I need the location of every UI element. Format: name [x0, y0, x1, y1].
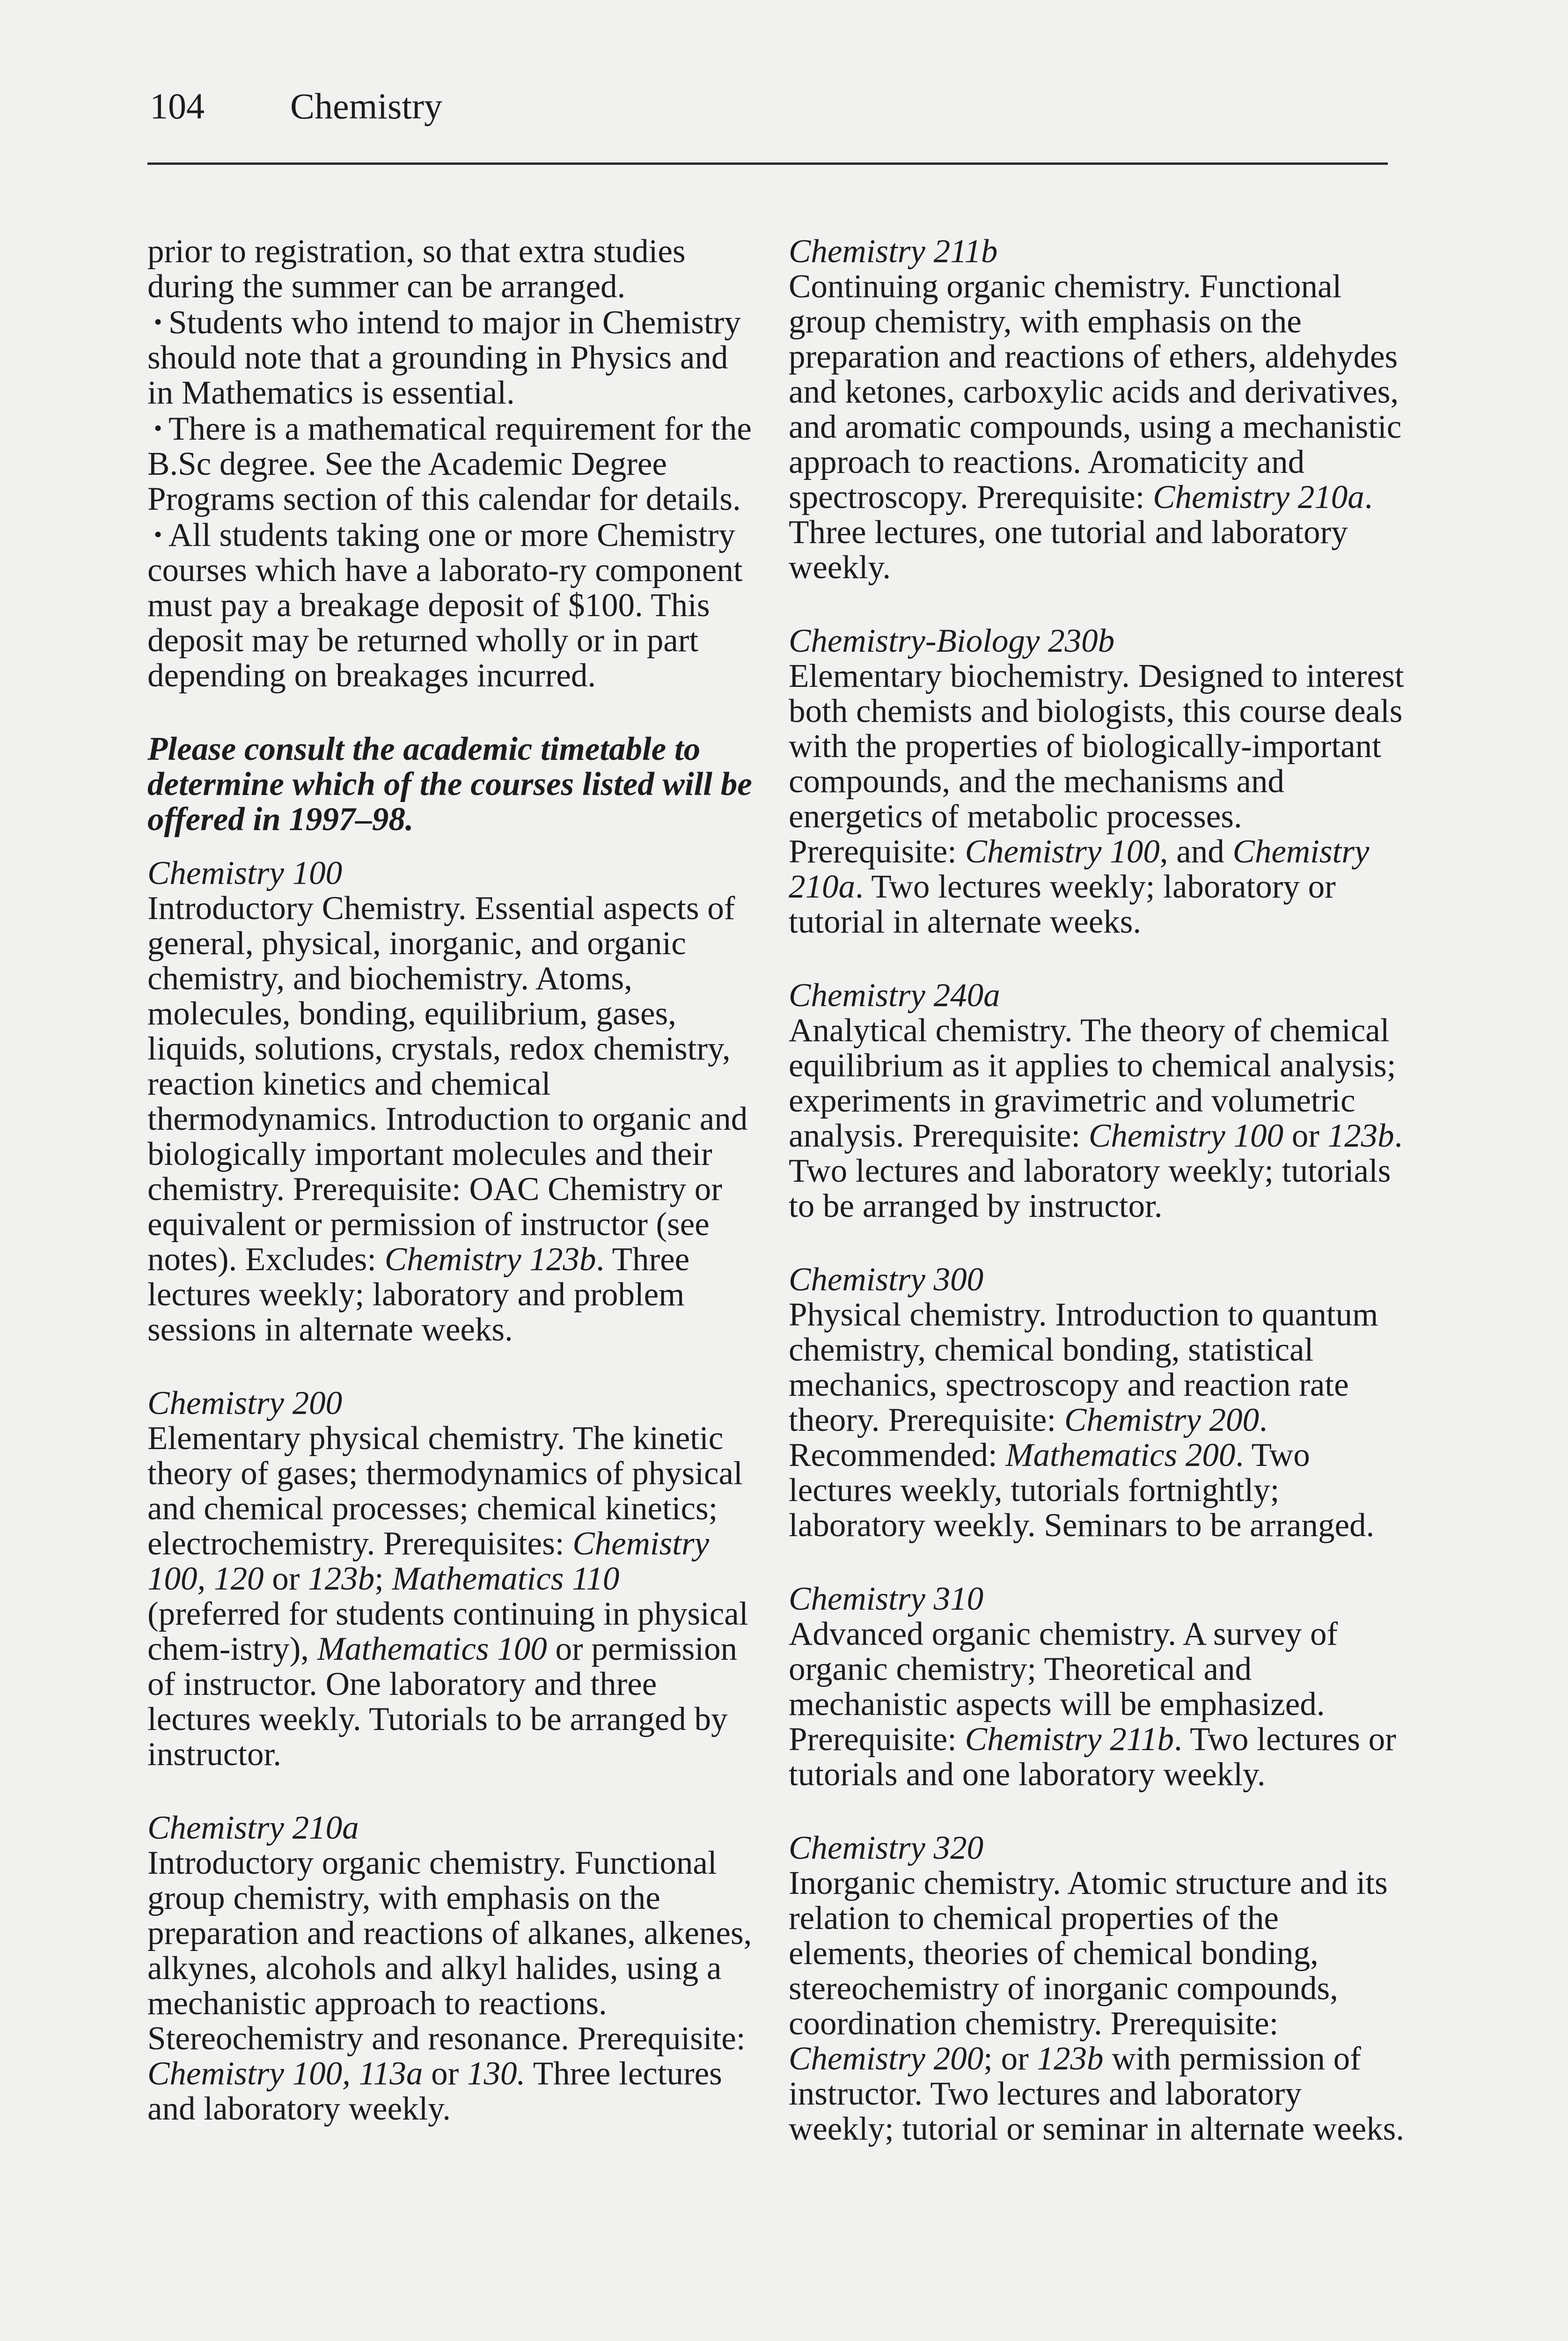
course-description: Elementary physical chemistry. The kinetic theory of gases; thermodynamics of physical and chemical processes; chemical kinetics; electrochemistry. Prerequisites: Chemistry 100, 120 or 123b; Mathematics 110 (preferred for students continuing in physical chem-istry), Mathematics 100 or permission of instructor. One laboratory and three lectures weekly. Tutorials to be arranged by instructor. [147, 1420, 748, 1773]
course-title: Chemistry 200 [147, 1385, 343, 1421]
bullet-icon: • [154, 521, 162, 547]
left-column [147, 234, 756, 2127]
course-description: Advanced organic chemistry. A survey of organic chemistry; Theoretical and mechanistic aspects will be emphasized. Prerequisite: Chemistry 211b. Two lectures or tutorials and one laboratory weekly. [789, 1616, 1396, 1793]
note-bullet: • Students who intend to major in Chemistry should note that a grounding in Physics and in Mathematics is essential. [147, 304, 741, 411]
course-title: Chemistry-Biology 230b [789, 623, 1115, 659]
course-description: Physical chemistry. Introduction to quantum chemistry, chemical bonding, statistical mechanics, spectroscopy and reaction rate theory. Prerequisite: Chemistry 200. Recommended: Mathematics 200. Two lectures weekly, tutorials fortnightly; laboratory weekly. Seminars to be arranged. [789, 1296, 1378, 1544]
page-number: 104 [150, 86, 205, 126]
course-title: Chemistry 100 [147, 855, 343, 891]
page-header [150, 88, 442, 125]
right-column [789, 234, 1411, 2147]
course-description: Introductory organic chemistry. Functional group chemistry, with emphasis on the preparation and reactions of alkanes, alkenes, alkynes, alcohols and alkyl halides, using a mechanistic approach to reactions. Stereochemistry and resonance. Prerequisite: Chemistry 100, 113a or 130. Three lectures and laboratory weekly. [147, 1845, 752, 2127]
course-title: Chemistry 211b [789, 233, 998, 270]
course-description: Inorganic chemistry. Atomic structure and its relation to chemical properties of the elements, theories of chemical bonding, stereochemistry of inorganic compounds, coordination chemistry. Prerequisite: Chemistry 200; or 123b with permission of instructor. Two lectures and laboratory weekly; tutorial or seminar in alternate weeks. [789, 1865, 1404, 2147]
course-description: Analytical chemistry. The theory of chemical equilibrium as it applies to chemical analysis; experiments in gravimetric and volumetric analysis. Prerequisite: Chemistry 100 or 123b. Two lectures and laboratory weekly; tutorials to be arranged by instructor. [789, 1012, 1403, 1224]
intro-text: prior to registration, so that extra studies during the summer can be arranged. [147, 233, 686, 305]
header-rule [147, 162, 1388, 165]
course-title: Chemistry 210a [147, 1810, 359, 1846]
bullet-icon: • [154, 415, 162, 441]
course-description: Elementary biochemistry. Designed to interest both chemists and biologists, this course deals with the properties of biologically-important compounds, and the mechanisms and energetics of metabolic processes. Prerequisite: Chemistry 100, and Chemistry 210a. Two lectures weekly; laboratory or tutorial in alternate weeks. [789, 658, 1404, 940]
timetable-notice: Please consult the academic timetable to determine which of the courses listed will be offered in 1997–98. [147, 731, 752, 838]
note-bullet: • There is a mathematical requirement for the B.Sc degree. See the Academic Degree Programs section of this calendar for details. [147, 411, 752, 517]
course-title: Chemistry 320 [789, 1830, 984, 1866]
course-description: Continuing organic chemistry. Functional group chemistry, with emphasis on the preparation and reactions of ethers, aldehydes and ketones, carboxylic acids and derivatives, and aromatic compounds, using a mechanistic approach to reactions. Aromaticity and spectroscopy. Prerequisite: Chemistry 210a. Three lectures, one tutorial and laboratory weekly. [789, 268, 1402, 586]
course-title: Chemistry 300 [789, 1261, 984, 1298]
course-title: Chemistry 240a [789, 977, 1000, 1014]
note-bullet: • All students taking one or more Chemistry courses which have a laborato-ry component must pay a breakage deposit of $100. This deposit may be returned wholly or in part depending on breakages incurred. [147, 517, 743, 694]
course-description: Introductory Chemistry. Essential aspects of general, physical, inorganic, and organic chemistry, and biochemistry. Atoms, molecules, bonding, equilibrium, gases, liquids, solutions, crystals, redox chemistry, reaction kinetics and chemical thermodynamics. Introduction to organic and biologically important molecules and their chemistry. Prerequisite: OAC Chemistry or equivalent or permission of instructor (see notes). Excludes: Chemistry 123b. Three lectures weekly; laboratory and problem sessions in alternate weeks. [147, 890, 748, 1348]
course-title: Chemistry 310 [789, 1581, 984, 1617]
running-title: Chemistry [290, 86, 442, 126]
bullet-icon: • [154, 309, 162, 335]
